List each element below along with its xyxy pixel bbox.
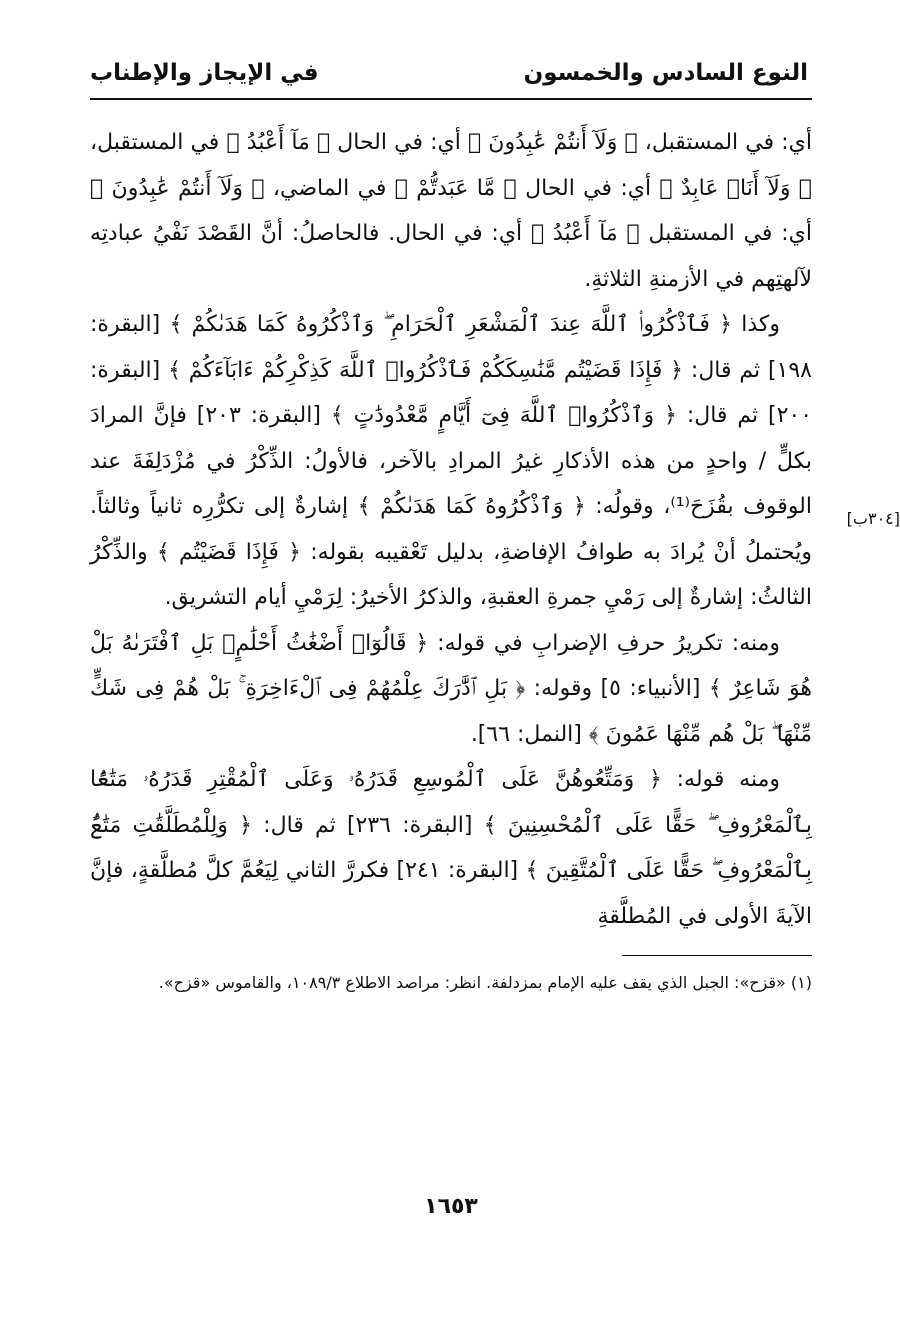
body-text	[90, 120, 812, 939]
paragraph-4: ومنه قوله: ﴿ وَمَتِّعُوهُنَّ عَلَى ٱلْمُوسِعِ قَدَرُهُۥ وَعَلَى ٱلْمُقْتِرِ قَدَرُهُۥ مَتَٰعًۢا بِٱلْمَعْرُوفِ ۖ حَقًّا عَلَى ٱلْمُحْسِنِينَ ﴾ [البقرة: ٢٣٦] ثم قال: ﴿ وَلِلْمُطَلَّقَٰتِ مَتَٰعٌۢ بِٱلْمَعْرُوفِ ۖ حَقًّا عَلَى ٱلْمُتَّقِينَ ﴾ [البقرة: ٢٤١] فكررَّ الثاني لِيَعُمَّ كلَّ مُطلَّقةٍ، فإنَّ الآيةَ الأولى في المُطلَّقةِ	[90, 767, 812, 929]
chapter-title: النوع السادس والخمسون	[523, 60, 808, 86]
section-title: في الإيجاز والإطناب	[90, 60, 319, 86]
manuscript-folio-marker: [٣٠٤ب]	[846, 509, 900, 528]
footnote-1: (١) «قزح»: الجبل الذي يقف عليه الإمام بمزدلفة. انظر: مراصد الاطلاع ١٠٨٩/٣، والقاموس «قزح».	[158, 973, 812, 992]
paragraph-2: وكذا ﴿ فَٱذْكُرُوا۟ ٱللَّهَ عِندَ ٱلْمَشْعَرِ ٱلْحَرَامِ ۖ وَٱذْكُرُوهُ كَمَا هَدَىٰكُمْ ﴾ [البقرة: ١٩٨] ثم قال: ﴿ فَإِذَا قَضَيْتُم مَّنَٰسِكَكُمْ فَٱذْكُرُوا۟ ٱللَّهَ كَذِكْرِكُمْ ءَابَآءَكُمْ ﴾ [البقرة: ٢٠٠] ثم قال: ﴿ وَٱذْكُرُوا۟ ٱللَّهَ فِىٓ أَيَّامٍ مَّعْدُودَٰتٍ ﴾ [البقرة: ٢٠٣] فإنَّ المرادَ بكلٍّ / واحدٍ من هذه الأذكارِ غيرُ المرادِ بالآخر، فالأولُ: الذِّكْرُ في مُزْدَلِفَةَ عند الوقوف بقُزَحَ⁽¹⁾، وقولُه: ﴿ وَٱذْكُرُوهُ كَمَا هَدَىٰكُمْ ﴾ إشارةٌ إلى تكرُّرِه ثانياً وثالثاً. ويُحتملُ أنْ يُرادَ به طوافُ الإفاضةِ، بدليل تَعْقيبه بقوله: ﴿ فَإِذَا قَضَيْتُم ﴾ والذِّكْرُ الثالثُ: إشارةٌ إلى رَمْيِ جمرةِ العقبةِ، والذكرُ الأخيرُ: لِرَمْيِ أيام التشريق.	[90, 312, 813, 610]
paragraph-1: أي: في المستقبل، ﴿ وَلَآ أَنتُمْ عَٰبِدُونَ ﴾ أي: في الحال ﴿ مَآ أَعْبُدُ ﴾ في المستقبل، ﴿ وَلَآ أَنَا۠ عَابِدٌ ﴾ أي: في الحال ﴿ مَّا عَبَدتُّمْ ﴾ في الماضي، ﴿ وَلَآ أَنتُمْ عَٰبِدُونَ ﴾ أي: في المستقبل ﴿ مَآ أَعْبُدُ ﴾ أي: في الحال. فالحاصلُ: أنَّ القَصْدَ نَفْيُ عبادتِه لآلهتِهم في الأزمنةِ الثلاثةِ.	[90, 130, 812, 292]
page-number: ١٦٥٣	[424, 1194, 478, 1219]
book-page	[90, 54, 900, 1274]
running-header	[90, 54, 812, 100]
footnotes	[90, 966, 812, 1000]
paragraph-3: ومنه: تكريرُ حرفِ الإضرابِ في قوله: ﴿ قَالُوٓا۟ أَضْغَٰثُ أَحْلَٰمٍۭ بَلِ ٱفْتَرَىٰهُ بَلْ هُوَ شَاعِرٌ ﴾ [الأنبياء: ٥] وقوله: ﴿ بَلِ ٱدَّٰرَكَ عِلْمُهُمْ فِى ٱلْءَاخِرَةِ ۚ بَلْ هُمْ فِى شَكٍّ مِّنْهَا ۖ بَلْ هُم مِّنْهَا عَمُونَ ﴾ [النمل: ٦٦].	[90, 630, 812, 747]
footnote-separator	[622, 955, 812, 956]
